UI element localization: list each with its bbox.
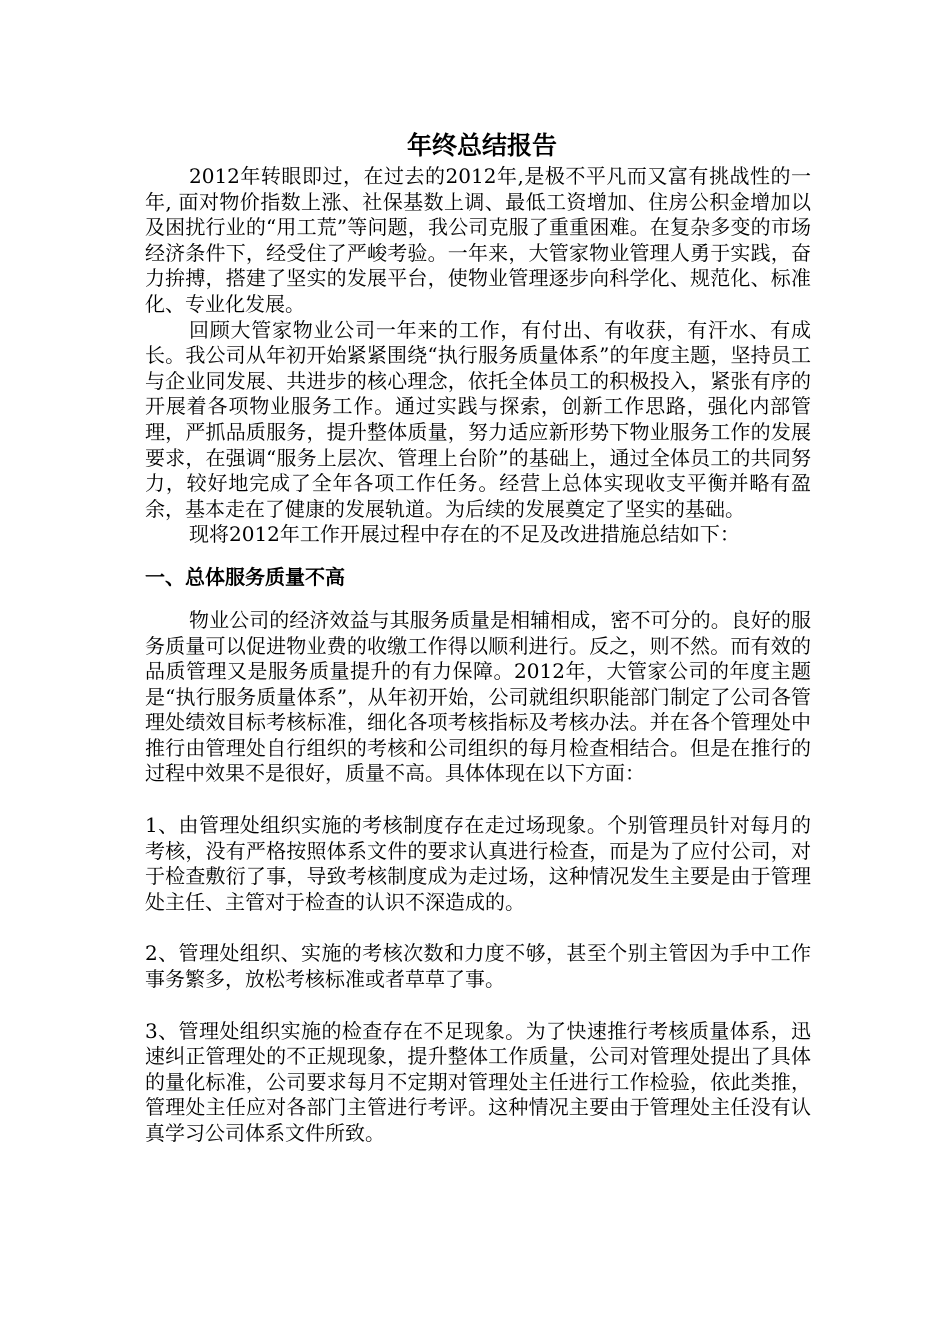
intro-paragraph-2: 回顾大管家物业公司一年来的工作，有付出、有收获，有汗水、有成长。我公司从年初开始紧紧围绕“执行服务质量体系”的年度主题，坚持员工与企业同发展、共进步的核心理念，依托全体员工的积极投入，紧张有序的开展着各项物业服务工作。通过实践与探索，创新工作思路，强化内部管理，严抓品质服务，提升整体质量，努力适应新形势下物业服务工作的发展要求，在强调“服务上层次、管理上台阶”的基础上，通过全体员工的共同努力，较好地完成了全年各项工作任务。经营上总体实现收支平衡并略有盈余，基本走在了健康的发展轨道。为后续的发展奠定了坚实的基础。	[145, 317, 811, 521]
document-page	[145, 128, 811, 1147]
document-title: 年终总结报告	[406, 131, 557, 160]
list-item-2: 2、管理处组织、实施的考核次数和力度不够，甚至个别主管因为手中工作事务繁多，放松考核标准或者草草了事。	[145, 941, 811, 992]
intro-paragraph-1: 2012年转眼即过，在过去的2012年,是极不平凡而又富有挑战性的一年, 面对物价指数上涨、社保基数上调、最低工资增加、住房公积金增加以及困扰行业的“用工荒”等问题，我公司克服了重重困难。在复杂多变的市场经济条件下，经受住了严峻考验。一年来，大管家物业管理人勇于实践，奋力拚搏，搭建了坚实的发展平台，使物业管理逐步向科学化、规范化、标准化、专业化发展。	[145, 164, 811, 316]
section-lead-paragraph: 物业公司的经济效益与其服务质量是相辅相成，密不可分的。良好的服务质量可以促进物业费的收缴工作得以顺利进行。反之，则不然。而有效的品质管理又是服务质量提升的有力保障。2012年，大管家公司的年度主题是“执行服务质量体系”，从年初开始，公司就组织职能部门制定了公司各管理处绩效目标考核标准，细化各项考核指标及考核办法。并在各个管理处中推行由管理处自行组织的考核和公司组织的每月检查相结合。但是在推行的过程中效果不是很好，质量不高。具体体现在以下方面：	[145, 607, 811, 786]
intro-paragraph-3: 现将2012年工作开展过程中存在的不足及改进措施总结如下：	[189, 522, 740, 547]
list-item-3: 3、管理处组织实施的检查存在不足现象。为了快速推行考核质量体系，迅速纠正管理处的不正规现象，提升整体工作质量，公司对管理处提出了具体的量化标准，公司要求每月不定期对管理处主任进行工作检验，依此类推，管理处主任应对各部门主管进行考评。这种情况主要由于管理处主任没有认真学习公司体系文件所致。	[145, 1018, 811, 1145]
list-item-1: 1、由管理处组织实施的考核制度存在走过场现象。个别管理员针对每月的考核，没有严格按照体系文件的要求认真进行检查，而是为了应付公司，对于检查敷衍了事，导致考核制度成为走过场，这种情况发生主要是由于管理处主任、主管对于检查的认识不深造成的。	[145, 813, 811, 914]
section-heading: 一、总体服务质量不高	[145, 564, 345, 589]
